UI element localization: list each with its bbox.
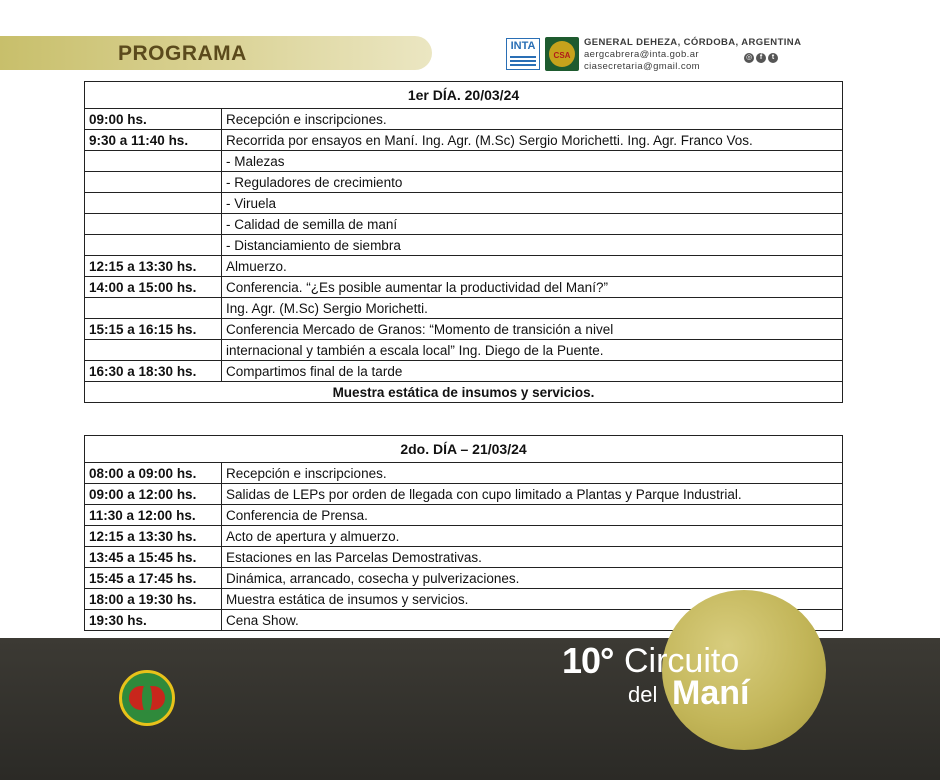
schedule-time: 09:00 a 12:00 hs. <box>85 484 222 505</box>
table-row <box>85 463 843 484</box>
schedule-time: 15:45 a 17:45 hs. <box>85 568 222 589</box>
schedule-description: Dinámica, arrancado, cosecha y pulverizaciones. <box>222 568 843 589</box>
csa-logo <box>545 37 579 71</box>
schedule-time: 12:15 a 13:30 hs. <box>85 256 222 277</box>
table-row <box>85 256 843 277</box>
schedule-time <box>85 340 222 361</box>
csa-logo-text: CSA <box>553 51 571 60</box>
event-title-del: del <box>628 682 658 707</box>
event-edition-number: 10° <box>562 640 614 681</box>
schedule-description: - Calidad de semilla de maní <box>222 214 843 235</box>
schedule-description: internacional y también a escala local” Ing. Diego de la Puente. <box>222 340 843 361</box>
table-row <box>85 235 843 256</box>
schedule-description: - Malezas <box>222 151 843 172</box>
table-row <box>85 361 843 382</box>
schedule-time <box>85 193 222 214</box>
table-row <box>85 340 843 361</box>
table-footer-row <box>85 382 843 403</box>
day1-header-row <box>85 82 843 109</box>
schedule-description: Almuerzo. <box>222 256 843 277</box>
schedule-description: Conferencia Mercado de Granos: “Momento de transición a nivel <box>222 319 843 340</box>
table-row <box>85 568 843 589</box>
schedule-description: Compartimos final de la tarde <box>222 361 843 382</box>
facebook-icon[interactable]: f <box>756 53 766 63</box>
schedule-description: Muestra estática de insumos y servicios. <box>222 589 843 610</box>
day1-title: 1er DÍA. 20/03/24 <box>85 82 843 109</box>
table-row <box>85 319 843 340</box>
instagram-icon[interactable]: ◎ <box>745 54 753 61</box>
schedule-time <box>85 172 222 193</box>
inta-logo-stripes <box>510 56 536 68</box>
inta-logo <box>506 38 540 70</box>
event-title-circuito: Circuito <box>624 642 740 680</box>
table-row <box>85 526 843 547</box>
schedule-description: Conferencia de Prensa. <box>222 505 843 526</box>
schedule-time <box>85 298 222 319</box>
table-row <box>85 505 843 526</box>
twitter-icon[interactable]: t <box>768 53 778 63</box>
schedule-time: 15:15 a 16:15 hs. <box>85 319 222 340</box>
table-row <box>85 151 843 172</box>
day2-title: 2do. DÍA – 21/03/24 <box>85 436 843 463</box>
schedule-time: 16:30 a 18:30 hs. <box>85 361 222 382</box>
schedule-time: 13:45 a 15:45 hs. <box>85 547 222 568</box>
table-row <box>85 193 843 214</box>
email-inta[interactable]: aergcabrera@inta.gob.ar <box>584 49 699 60</box>
table-row <box>85 547 843 568</box>
schedule-description: Conferencia. “¿Es posible aumentar la productividad del Maní?” <box>222 277 843 298</box>
schedule-time: 12:15 a 13:30 hs. <box>85 526 222 547</box>
peanut-waist <box>142 683 152 713</box>
table-row <box>85 109 843 130</box>
table-row <box>85 214 843 235</box>
schedule-description: Cena Show. <box>222 610 843 631</box>
schedule-description: Acto de apertura y almuerzo. <box>222 526 843 547</box>
table-row <box>85 172 843 193</box>
day1-footer-note: Muestra estática de insumos y servicios. <box>85 382 843 403</box>
schedule-time: 09:00 hs. <box>85 109 222 130</box>
schedule-description: - Reguladores de crecimiento <box>222 172 843 193</box>
table-row <box>85 277 843 298</box>
schedule-time: 11:30 a 12:00 hs. <box>85 505 222 526</box>
schedule-time <box>85 235 222 256</box>
csa-logo-ring <box>549 41 575 67</box>
day1-schedule-table <box>84 81 843 403</box>
page-title: PROGRAMA <box>118 42 247 65</box>
day2-header-row <box>85 436 843 463</box>
schedule-time: 18:00 a 19:30 hs. <box>85 589 222 610</box>
table-row <box>85 484 843 505</box>
table-row <box>85 298 843 319</box>
schedule-time <box>85 151 222 172</box>
schedule-description: Estaciones en las Parcelas Demostrativas. <box>222 547 843 568</box>
schedule-time <box>85 214 222 235</box>
schedule-description: - Viruela <box>222 193 843 214</box>
schedule-description: - Distanciamiento de siembra <box>222 235 843 256</box>
schedule-time: 9:30 a 11:40 hs. <box>85 130 222 151</box>
event-title-mani: Maní <box>672 674 750 712</box>
schedule-time: 08:00 a 09:00 hs. <box>85 463 222 484</box>
email-secretaria[interactable]: ciasecretaria@gmail.com <box>584 61 700 72</box>
schedule-time: 19:30 hs. <box>85 610 222 631</box>
location-text: GENERAL DEHEZA, CÓRDOBA, ARGENTINA <box>584 37 802 48</box>
schedule-description: Salidas de LEPs por orden de llegada con cupo limitado a Plantas y Parque Industrial. <box>222 484 843 505</box>
schedule-description: Recepción e inscripciones. <box>222 109 843 130</box>
schedule-time: 14:00 a 15:00 hs. <box>85 277 222 298</box>
table-row <box>85 130 843 151</box>
peanut-logo-icon <box>119 670 175 726</box>
schedule-description: Ing. Agr. (M.Sc) Sergio Morichetti. <box>222 298 843 319</box>
schedule-description: Recepción e inscripciones. <box>222 463 843 484</box>
schedule-description: Recorrida por ensayos en Maní. Ing. Agr. (M.Sc) Sergio Morichetti. Ing. Agr. Franco Vos. <box>222 130 843 151</box>
social-icons <box>744 53 778 63</box>
inta-logo-text: INTA <box>510 40 536 52</box>
